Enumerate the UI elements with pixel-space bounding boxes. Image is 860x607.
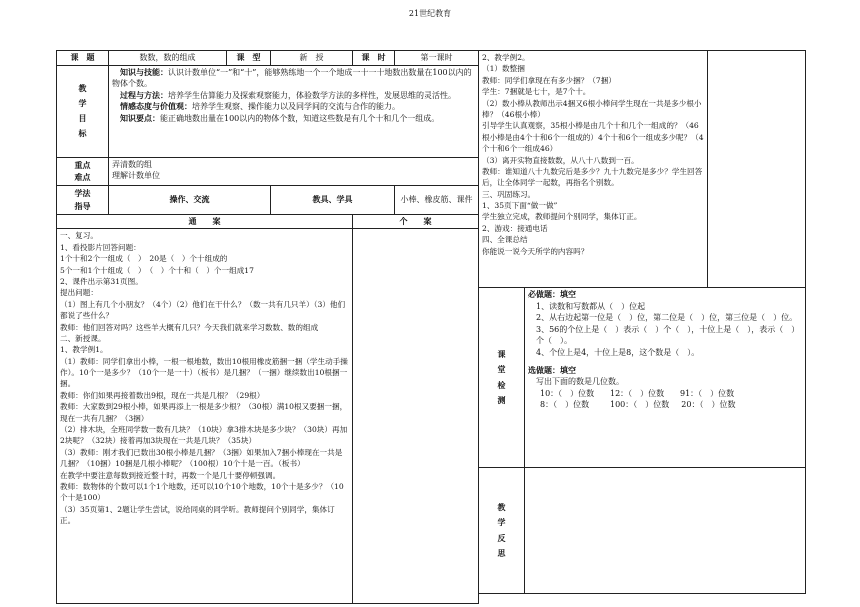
text-line: 在教学中要注意每数到接近整十时，再数一个是几十要停顿强调。 xyxy=(60,470,281,480)
text-line: 一、复习。 xyxy=(60,231,98,241)
text-line: 四、全课总结 xyxy=(482,235,528,245)
goal-key-knowledge: 知识要点：能正确地数出量在100以内的物体个数，知道这些数是有几个十和几个一组成。 xyxy=(120,112,440,123)
teaching-reflection xyxy=(525,468,806,594)
optional-item: 100：（ ）位数 xyxy=(610,400,670,410)
label-lesson-type: 课 型 xyxy=(227,51,271,66)
teaching-tools: 小棒、橡皮筋、课件 xyxy=(395,186,479,215)
text-line: 二、新授课。 xyxy=(60,333,106,343)
text-line: 提出问题： xyxy=(60,288,98,298)
text-line: 2、教学例2。 xyxy=(482,53,530,62)
text-line: （1）教师：同学们拿出小棒，一根一根地数，数出10根用橡皮筋捆一捆（学生动手操作）。10个一是多少？（10个一是一十）（板书）是几捆？（一捆）继续数出10根捆一捆。 xyxy=(60,356,348,389)
text-line: （2）排木块，全班同学数一数有几块？（10块）拿3排木块是多少块？（30块）再加2块呢？（32块）接着再加3块现在一共是几块？（35块） xyxy=(60,425,348,446)
class-check xyxy=(525,288,806,468)
optional-row xyxy=(528,388,802,400)
optional-item: 12：（ ）位数 xyxy=(610,388,665,398)
text-line: 4、个位上是4，十位上是8，这个数是（ ）。 xyxy=(536,347,700,357)
personal-notes xyxy=(353,229,479,604)
goal-knowledge: 知识与技能：认识计数单位“一”和“十”，能够熟练地一个一个地成一十一十地数出数量在100以内的物体个数。 xyxy=(112,66,472,89)
text-line: 1个十和2个一组成（ ） 20是（ ）个十组成的 xyxy=(60,254,228,264)
lesson-steps xyxy=(60,230,349,526)
text-line: 学生：7捆就是七十，是7个十。 xyxy=(482,87,591,97)
text-line: 5个一和1个十组成（ ） （ ）个十和（ ）个一组成17 xyxy=(60,265,254,275)
label-teaching-tools: 教具、学具 xyxy=(271,186,395,215)
lesson-type: 新 授 xyxy=(271,51,353,66)
optional-intro: 写出下面的数是几位数。 xyxy=(536,377,624,387)
plan-header: 通 案 xyxy=(57,214,353,229)
page-header: 21世纪教育 xyxy=(408,9,452,18)
text-line: 3、56的个位上是（ ）表示（ ）个（ ），十位上是（ ），表示（ ）个（ ）。 xyxy=(536,324,800,346)
required-title: 必做题：填空 xyxy=(528,289,576,299)
optional-item: 20：（ ）位数 xyxy=(681,400,736,410)
label-key-difficult: 重点 难点 xyxy=(57,157,109,186)
lesson-period: 第一课时 xyxy=(395,51,479,66)
text-line: 教师：他们回答对吗？这些羊大概有几只？今天我们就来学习数数、数的组成 xyxy=(60,322,319,332)
label-teaching-goals: 教 学 目 标 xyxy=(57,65,109,157)
text-line: 1、教学例1。 xyxy=(60,345,108,355)
optional-questions xyxy=(528,388,802,411)
text-line: 教师：你们如果再接着数出9根，现在一共是几根？（29根） xyxy=(60,390,265,400)
difficult-point: 理解计数单位 xyxy=(112,171,160,181)
optional-row xyxy=(528,399,802,411)
lesson-plan-table xyxy=(56,50,479,604)
lesson-topic: 数数，数的组成 xyxy=(109,51,227,66)
goal-attitude: 情感态度与价值观：培养学生观察、操作能力以及同学间的交流与合作的能力。 xyxy=(120,101,400,112)
goal-process: 过程与方法：培养学生估算能力及探索观察能力，体验数学方法的多样性，发展思维的灵活性。 xyxy=(120,89,456,100)
lesson-continuation xyxy=(479,51,708,288)
text-line: 2、游戏：接通电话 xyxy=(482,223,548,233)
text-line: 教师：大家数到29根小棒，如果再添上一根是多少根？（30根）满10根又要捆一捆，现在一共有几捆？（3捆） xyxy=(60,402,348,423)
text-line: 1、读数和写数都从（ ）位起 xyxy=(536,301,646,311)
text-line: （3）35页第1、2题让学生尝试，说给同桌的同学听。教师提问个别同学，集体订正。 xyxy=(60,504,335,526)
lesson-steps-continued xyxy=(482,52,704,257)
key-difficult-points xyxy=(109,157,479,186)
teaching-goals xyxy=(109,65,479,157)
text-line: （3）离开实物直接数数，从八十八数到一百。 xyxy=(482,155,639,165)
text-line: （1）图上有几个小朋友？（4个）（2）他们在干什么？（数一共有几只羊）（3）他们都说了些什么？ xyxy=(60,299,346,321)
text-line: 2、课件出示第31页图。 xyxy=(60,276,143,286)
text-line: 1、35页下面“做一做” xyxy=(482,201,558,211)
label-learning-method: 学法 指导 xyxy=(57,186,109,215)
optional-item: 91：（ ）位数 xyxy=(680,388,735,398)
text-line: 教师：谁知道八十九数完后是多少？九十九数完是多少？学生回答后，让全体同学一起数，再指名个别数。 xyxy=(482,166,703,188)
text-line: 学生独立完成，教师提问个别同学，集体订正。 xyxy=(482,212,642,222)
text-line: （1）数整捆 xyxy=(482,64,525,74)
text-line: 教师：同学们拿现在有多少捆？（7捆） xyxy=(482,75,616,85)
lesson-body xyxy=(57,229,353,604)
text-line: （2）数小棒从教师出示4捆又6根小棒问学生现在一共是多少根小棒？（46根小棒） xyxy=(482,98,702,119)
text-line: 2、从右边起第一位是（ ）位，第二位是（ ）位，第三位是（ ）位。 xyxy=(536,313,798,323)
label-reflection: 教 学 反 思 xyxy=(479,468,525,594)
label-topic: 课 题 xyxy=(57,51,109,66)
optional-item: 10：（ ）位数 xyxy=(540,388,595,398)
text-line: 教师：数物体的个数可以1个1个地数，还可以10个10个地数，10个十是多少？（10个十是100） xyxy=(60,481,344,503)
text-line: 引导学生认真观察，35根小棒是由几个十和几个一组成的？（46根小棒是由4个十和6个一组成的）4个十和6个一组成多少呢？（4个十和6个一组成46） xyxy=(482,121,704,154)
text-line: （3）教师：刚才我们已数出30根小棒是几捆？（3捆）如果加入7捆小棒现在一共是几捆？（10捆）10捆是几根小棒呢？（100根）10个十是一百。（板书） xyxy=(60,447,343,469)
personal-notes-right xyxy=(708,51,806,288)
key-point: 弄清数的组 xyxy=(112,159,152,169)
required-questions xyxy=(528,301,802,359)
text-line: 1、看投影片回答问题： xyxy=(60,242,141,252)
label-period: 课 时 xyxy=(353,51,395,66)
optional-title: 选做题：填空 xyxy=(528,364,576,375)
personal-header: 个 案 xyxy=(353,214,479,229)
learning-method: 操作、交流 xyxy=(109,186,271,215)
text-line: 三、巩固练习。 xyxy=(482,189,536,199)
text-line: 你能说一说今天所学的内容吗？ xyxy=(482,246,589,256)
lesson-continuation-table xyxy=(478,50,806,594)
label-class-check: 课 堂 检 测 xyxy=(479,288,525,468)
optional-item: 8：（ ）位数 xyxy=(540,400,590,410)
